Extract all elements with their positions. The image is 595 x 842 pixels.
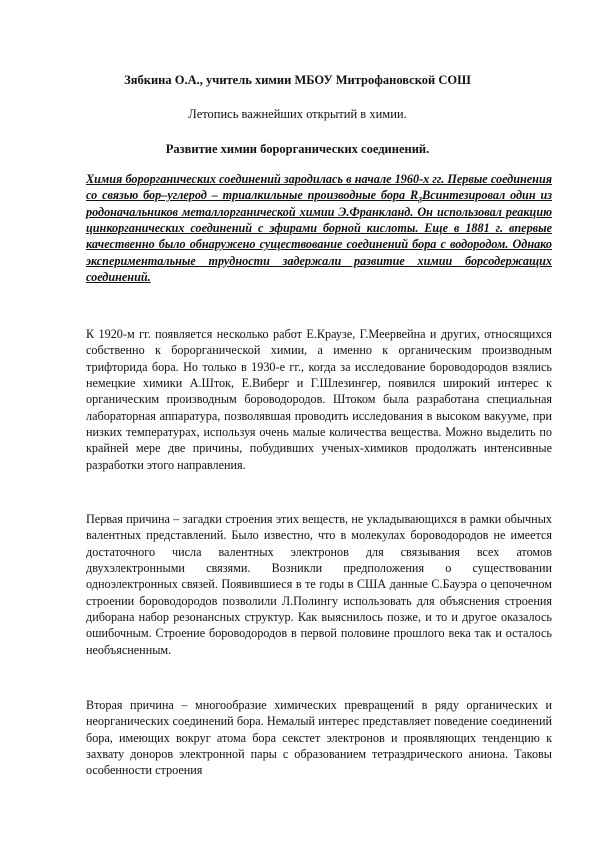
author-line: Зябкина О.А., учитель химии МБОУ Митрофановской СОШ — [124, 73, 471, 87]
intro-text-end: Bсинтезировал один из родоначальников металлорганической химии Э.Франкланд. Он использовал реакцию цинкорганических соединений с эфирами борной кислоты. Еще в 1881 г. впервые качественно было обнаружено существование соединений бора с водородом. Однако экспериментальные трудности задержали развитие химии борсодержащих соединений. — [86, 188, 553, 285]
intro-paragraph — [86, 171, 552, 285]
body-paragraph-3: Вторая причина – многообразие химических превращений в ряду органических и неорганических соединений бора. Немалый интерес представляет поведение соединений бора, имеющих вокруг атома бора секстет электронов и проявляющих тенденцию к захвату доноров электронной пары с образованием тетраэдрического аниона. Таковы особенности строения — [86, 698, 552, 778]
chronicle-heading: Летопись важнейших открытий в химии. — [188, 107, 407, 121]
topic-title: Развитие химии борорганических соединений. — [165, 142, 430, 156]
intro-text-start: Химия борорганических соединений зародилась в начале 1960-х гг. Первые соединения со связью бор–углерод – триалкильные производные бора R — [86, 172, 552, 203]
formula-subscript: 3 — [418, 195, 423, 205]
body-paragraph-1: К 1920-м гг. появляется несколько работ Е.Краузе, Г.Меервейна и других, относящихся собственно к борорганической химии, а именно к органическим производным трифторида бора. Но только в 1930-е гг., когда за исследование бороводородов взялись немецкие химики А.Шток, Е.Виберг и Г.Шлезингер, появился широкий интерес к органическим производным бороводородов. Штоком была разработана специальная лабораторная аппаратура, позволявшая проводить исследования в высоком вакууме, при низких температурах, используя очень малые количества вещества. Можно выделить по крайней мере две причины, побудивших ученых-химиков продолжать интенсивные разработки этого направления. — [86, 327, 552, 472]
body-paragraph-2: Первая причина – загадки строения этих веществ, не укладывающихся в рамки обычных валентных представлений. Было известно, что в молекулах бороводородов не имеется достаточного числа валентных электронов для связывания всех атомов двухэлектронными связями. Возникли предположения о существовании одноэлектронных связей. Появившиеся в те годы в США данные С.Бауэра о цепочечном строении бороводородов позволили Л.Полингу использовать для объяснения строения диборана набор резонансных структур. Как выяснилось позже, и то и другое оказалось ошибочным. Строение бороводородов в первой половине прошлого века так и осталось необъясненным. — [86, 512, 552, 657]
